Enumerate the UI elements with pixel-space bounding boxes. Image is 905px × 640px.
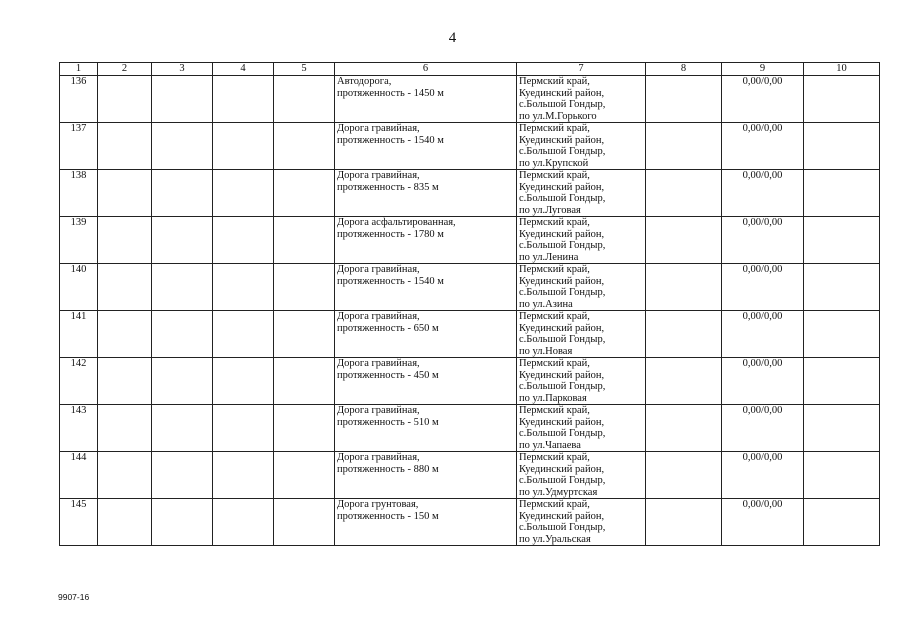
address-line: Пермский край, (519, 405, 590, 416)
description-line: протяженность - 650 м (337, 322, 439, 334)
table-row (60, 217, 880, 264)
address-line: Куединский район, (519, 369, 605, 381)
column-header-8: 8 (646, 63, 722, 76)
col4-cell (213, 76, 274, 123)
value-cell: 0,00/0,00 (722, 358, 804, 405)
table-row (60, 452, 880, 499)
object-description-cell (335, 452, 517, 499)
address-line: с.Большой Гондыр, (519, 240, 606, 251)
row-number-cell: 138 (60, 170, 98, 217)
col10-cell (804, 76, 880, 123)
table-row (60, 358, 880, 405)
value-cell: 0,00/0,00 (722, 499, 804, 546)
col10-cell (804, 264, 880, 311)
col3-cell (152, 170, 213, 217)
address-line: с.Большой Гондыр, (519, 193, 606, 204)
col2-cell (98, 452, 152, 499)
description-line: Дорога гравийная, (337, 264, 420, 275)
address-line: Пермский край, (519, 170, 590, 181)
address-line: с.Большой Гондыр, (519, 428, 606, 439)
row-number-cell: 141 (60, 311, 98, 358)
address-line: с.Большой Гондыр, (519, 381, 606, 392)
address-line: с.Большой Гондыр, (519, 475, 606, 486)
value-cell: 0,00/0,00 (722, 405, 804, 452)
value-cell: 0,00/0,00 (722, 170, 804, 217)
description-line: протяженность - 1540 м (337, 275, 444, 287)
col4-cell (213, 499, 274, 546)
col10-cell (804, 311, 880, 358)
address-cell (517, 123, 646, 170)
description-line: протяженность - 880 м (337, 463, 439, 475)
address-line: по ул.М.Горького (519, 110, 597, 122)
description-line: протяженность - 450 м (337, 369, 439, 381)
address-line: Пермский край, (519, 123, 590, 134)
col8-cell (646, 499, 722, 546)
col5-cell (274, 170, 335, 217)
col2-cell (98, 264, 152, 311)
table-row (60, 499, 880, 546)
description-line: протяженность - 1450 м (337, 87, 444, 99)
address-line: Куединский район, (519, 322, 605, 334)
table-row (60, 264, 880, 311)
address-line: по ул.Парковая (519, 392, 587, 404)
column-header-1: 1 (60, 63, 98, 76)
address-line: Пермский край, (519, 499, 590, 510)
col4-cell (213, 311, 274, 358)
address-line: по ул.Чапаева (519, 439, 581, 451)
row-number-cell: 140 (60, 264, 98, 311)
col2-cell (98, 123, 152, 170)
col5-cell (274, 358, 335, 405)
col3-cell (152, 499, 213, 546)
address-line: с.Большой Гондыр, (519, 334, 606, 345)
col10-cell (804, 217, 880, 264)
value-cell: 0,00/0,00 (722, 452, 804, 499)
col4-cell (213, 123, 274, 170)
address-line: по ул.Удмуртская (519, 486, 598, 498)
table-row (60, 123, 880, 170)
address-line: Куединский район, (519, 416, 605, 428)
row-number-cell: 139 (60, 217, 98, 264)
description-line: Дорога грунтовая, (337, 499, 419, 510)
description-line: Дорога гравийная, (337, 311, 420, 322)
col4-cell (213, 217, 274, 264)
description-line: Дорога гравийная, (337, 405, 420, 416)
col5-cell (274, 311, 335, 358)
row-number-cell: 142 (60, 358, 98, 405)
col3-cell (152, 452, 213, 499)
description-line: Дорога гравийная, (337, 123, 420, 134)
address-cell (517, 311, 646, 358)
col8-cell (646, 217, 722, 264)
col5-cell (274, 217, 335, 264)
col3-cell (152, 76, 213, 123)
address-line: Куединский район, (519, 510, 605, 522)
address-cell (517, 217, 646, 264)
address-line: Куединский район, (519, 228, 605, 240)
col2-cell (98, 217, 152, 264)
address-line: Пермский край, (519, 217, 590, 228)
col4-cell (213, 264, 274, 311)
col3-cell (152, 264, 213, 311)
row-number-cell: 143 (60, 405, 98, 452)
col8-cell (646, 170, 722, 217)
object-description-cell (335, 123, 517, 170)
page-number: 4 (448, 30, 457, 46)
address-cell (517, 170, 646, 217)
address-line: Пермский край, (519, 311, 590, 322)
address-cell (517, 499, 646, 546)
value-cell: 0,00/0,00 (722, 264, 804, 311)
col8-cell (646, 452, 722, 499)
column-header-2: 2 (98, 63, 152, 76)
description-line: протяженность - 510 м (337, 416, 439, 428)
object-description-cell (335, 264, 517, 311)
address-cell (517, 452, 646, 499)
col2-cell (98, 76, 152, 123)
address-line: по ул.Новая (519, 345, 573, 357)
object-description-cell (335, 170, 517, 217)
object-description-cell (335, 499, 517, 546)
description-line: Дорога гравийная, (337, 452, 420, 463)
address-line: по ул.Луговая (519, 204, 581, 216)
address-line: по ул.Крупской (519, 157, 589, 169)
address-line: с.Большой Гондыр, (519, 146, 606, 157)
col2-cell (98, 405, 152, 452)
col3-cell (152, 123, 213, 170)
address-line: Куединский район, (519, 463, 605, 475)
description-line: Дорога гравийная, (337, 170, 420, 181)
description-line: Дорога асфальтированная, (337, 217, 456, 228)
col5-cell (274, 452, 335, 499)
col5-cell (274, 264, 335, 311)
value-cell: 0,00/0,00 (722, 76, 804, 123)
object-description-cell (335, 217, 517, 264)
description-line: Автодорога, (337, 76, 392, 87)
value-cell: 0,00/0,00 (722, 311, 804, 358)
description-line: протяженность - 1780 м (337, 228, 444, 240)
address-cell (517, 76, 646, 123)
column-header-5: 5 (274, 63, 335, 76)
address-line: Пермский край, (519, 452, 590, 463)
col8-cell (646, 264, 722, 311)
col2-cell (98, 311, 152, 358)
col5-cell (274, 405, 335, 452)
column-header-6: 6 (335, 63, 517, 76)
col8-cell (646, 76, 722, 123)
property-register-table (59, 62, 880, 546)
col4-cell (213, 452, 274, 499)
col3-cell (152, 405, 213, 452)
col8-cell (646, 405, 722, 452)
address-cell (517, 358, 646, 405)
address-line: с.Большой Гондыр, (519, 522, 606, 533)
row-number-cell: 137 (60, 123, 98, 170)
address-line: Куединский район, (519, 181, 605, 193)
col2-cell (98, 358, 152, 405)
col5-cell (274, 123, 335, 170)
row-number-cell: 136 (60, 76, 98, 123)
address-line: по ул.Уральская (519, 533, 591, 545)
object-description-cell (335, 311, 517, 358)
col8-cell (646, 311, 722, 358)
col4-cell (213, 405, 274, 452)
col4-cell (213, 170, 274, 217)
col2-cell (98, 499, 152, 546)
address-line: по ул.Азина (519, 298, 573, 310)
description-line: протяженность - 150 м (337, 510, 439, 522)
row-number-cell: 145 (60, 499, 98, 546)
col3-cell (152, 358, 213, 405)
column-header-9: 9 (722, 63, 804, 76)
column-header-3: 3 (152, 63, 213, 76)
address-line: Куединский район, (519, 87, 605, 99)
address-line: по ул.Ленина (519, 251, 579, 263)
object-description-cell (335, 405, 517, 452)
description-line: протяженность - 835 м (337, 181, 439, 193)
description-line: Дорога гравийная, (337, 358, 420, 369)
col8-cell (646, 123, 722, 170)
address-line: Куединский район, (519, 134, 605, 146)
table-row (60, 405, 880, 452)
table-row (60, 76, 880, 123)
row-number-cell: 144 (60, 452, 98, 499)
value-cell: 0,00/0,00 (722, 217, 804, 264)
address-line: Пермский край, (519, 264, 590, 275)
col3-cell (152, 311, 213, 358)
address-line: с.Большой Гондыр, (519, 99, 606, 110)
col10-cell (804, 452, 880, 499)
col10-cell (804, 358, 880, 405)
address-line: Куединский район, (519, 275, 605, 287)
col10-cell (804, 123, 880, 170)
address-line: Пермский край, (519, 358, 590, 369)
table-row (60, 170, 880, 217)
description-line: протяженность - 1540 м (337, 134, 444, 146)
column-header-10: 10 (804, 63, 880, 76)
table-row (60, 311, 880, 358)
column-number-header (60, 63, 880, 76)
address-line: с.Большой Гондыр, (519, 287, 606, 298)
column-header-4: 4 (213, 63, 274, 76)
address-line: Пермский край, (519, 76, 590, 87)
col2-cell (98, 170, 152, 217)
col10-cell (804, 170, 880, 217)
col5-cell (274, 499, 335, 546)
col4-cell (213, 358, 274, 405)
col5-cell (274, 76, 335, 123)
value-cell: 0,00/0,00 (722, 123, 804, 170)
column-header-7: 7 (517, 63, 646, 76)
object-description-cell (335, 76, 517, 123)
col10-cell (804, 405, 880, 452)
address-cell (517, 264, 646, 311)
col10-cell (804, 499, 880, 546)
address-cell (517, 405, 646, 452)
document-code: 9907-16 (58, 592, 90, 602)
col8-cell (646, 358, 722, 405)
object-description-cell (335, 358, 517, 405)
col3-cell (152, 217, 213, 264)
